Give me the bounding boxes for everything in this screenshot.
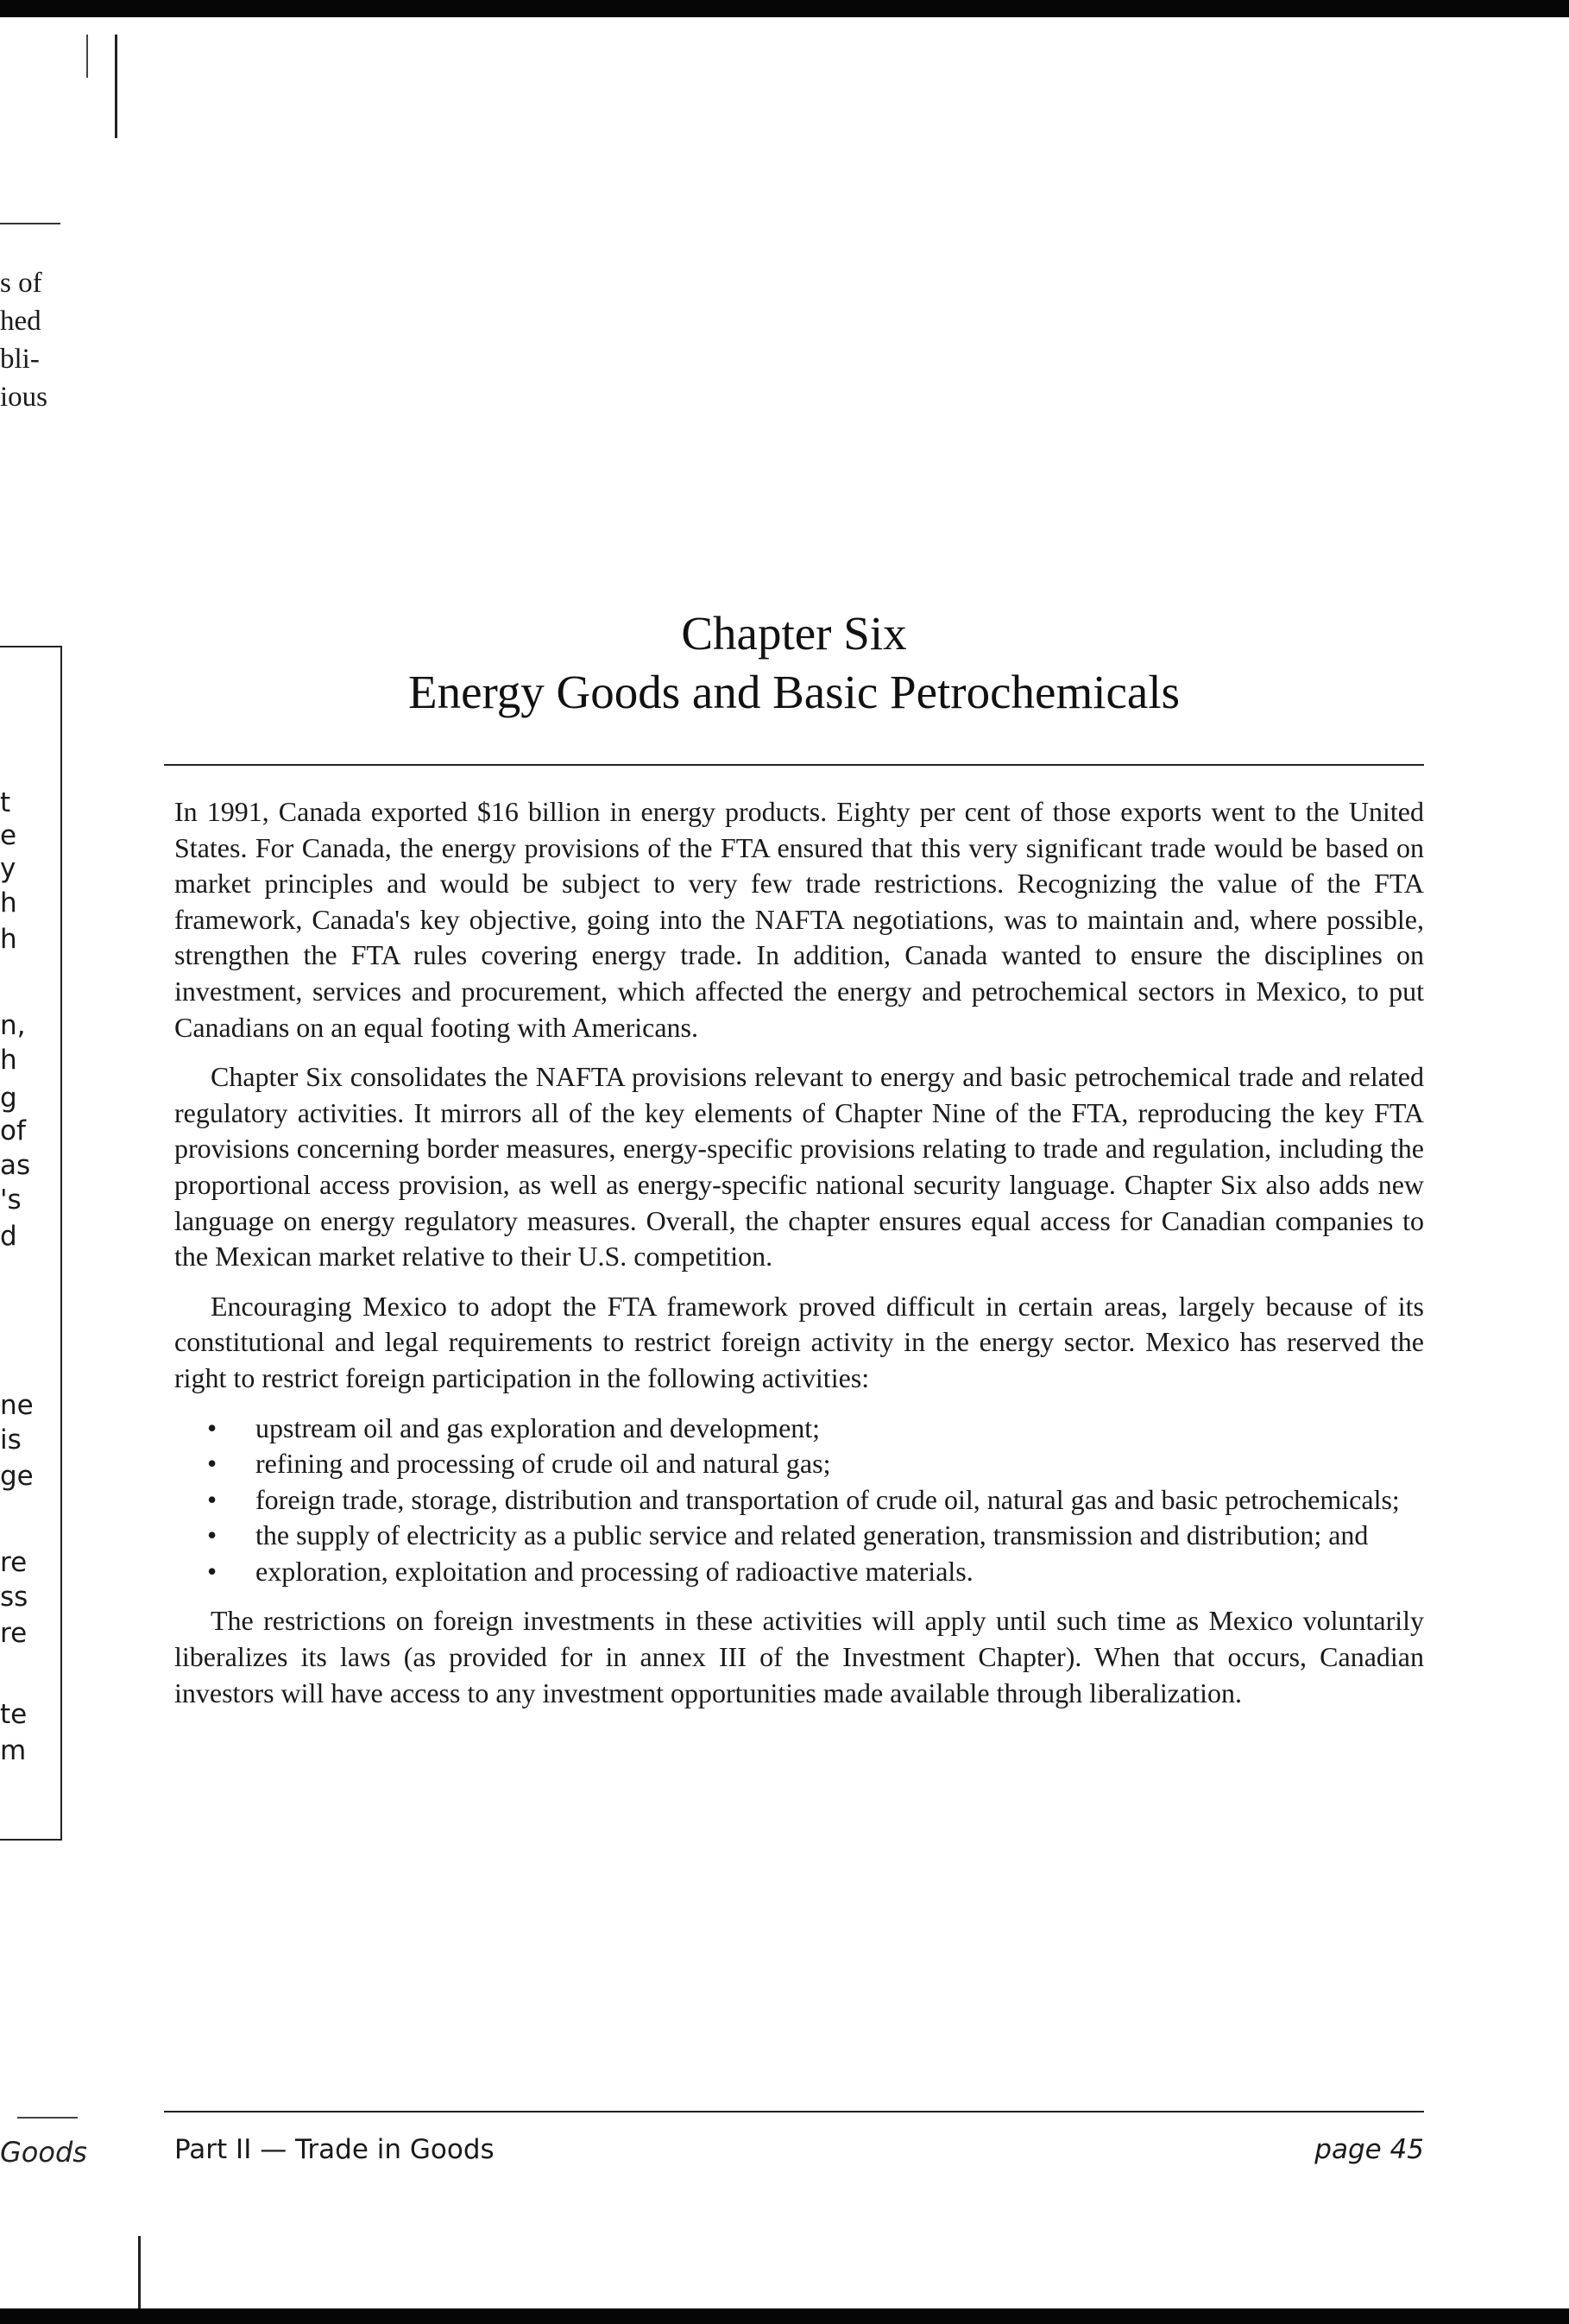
margin-fragment: hed (0, 306, 41, 337)
margin-fragment: h (0, 887, 17, 919)
list-item: • exploration, exploitation and processing of radioactive materials. (174, 1554, 1424, 1590)
margin-fragment: h (0, 1045, 17, 1076)
chapter-heading (164, 604, 1424, 722)
adjacent-page-rule (0, 223, 60, 224)
margin-fragment: ious (0, 382, 48, 413)
margin-fragment: g (0, 1083, 17, 1114)
margin-fragment: ne (0, 1390, 34, 1421)
paragraph: The restrictions on foreign investments in these activities will apply until such time as Mexico voluntarily liberalizes its laws (as provided for in annex III of the Investment Chapter). When that occurs, Canadian investors will have access to any investment opportunities made available through liberalization. (174, 1605, 1424, 1708)
margin-fragment: re (0, 1618, 28, 1649)
margin-fragment: n, (0, 1010, 26, 1041)
scan-top-border (0, 0, 1569, 17)
margin-fragment: re (0, 1547, 28, 1578)
margin-fragment: te (0, 1699, 28, 1730)
margin-fragment: as (0, 1150, 31, 1181)
paragraph: In 1991, Canada exported $16 billion in energy products. Eighty per cent of those exports went to the United States. For Canada, the energy provisions of the FTA ensured that this very significant trade would be based on market principles and would be subject to very few trade restrictions. Recognizing the value of the FTA framework, Canada's key objective, going into the NAFTA negotiations, was to maintain and, where possible, strengthen the FTA rules covering energy trade. In addition, Canada wanted to ensure the disciplines on investment, services and procurement, which affected the energy and petrochemical sectors in Mexico, to put Canadians on an equal footing with Americans. (174, 796, 1424, 1043)
margin-fragment: s of (0, 268, 42, 299)
footer-rule (164, 2111, 1424, 2112)
binding-mark (86, 35, 88, 78)
chapter-title: Energy Goods and Basic Petrochemicals (407, 666, 1181, 718)
heading-rule (164, 764, 1424, 766)
list-item: • foreign trade, storage, distribution and transportation of crude oil, natural gas and basic petrochemicals; (174, 1482, 1424, 1519)
list-item: • the supply of electricity as a public service and related generation, transmission and distribution; and (174, 1518, 1424, 1554)
list-item: • refining and processing of crude oil and natural gas; (174, 1446, 1424, 1482)
margin-fragment: e (0, 820, 17, 851)
margin-fragment: m (0, 1735, 27, 1766)
scan-bottom-border (0, 2308, 1569, 2324)
adjacent-page-rule (17, 2117, 78, 2119)
paragraph: Chapter Six consolidates the NAFTA provisions relevant to energy and basic petrochemical trade and related regulatory activities. It mirrors all of the key elements of Chapter Nine of the FTA, reproducing the key FTA provisions concerning border measures, energy-specific provisions relating to trade and regulation, including the proportional access provision, as well as energy-specific national security language. Chapter Six also adds new language on energy regulatory measures. Overall, the chapter ensures equal access for Canadian companies to the Mexican market relative to their U.S. competition. (174, 1061, 1424, 1273)
page-number: page 45 (1314, 2134, 1424, 2165)
binding-mark (138, 2236, 141, 2308)
restricted-activities-list (174, 1411, 1424, 1590)
margin-fragment: t (0, 787, 11, 818)
running-footer: Part II — Trade in Goods (174, 2134, 495, 2165)
margin-fragment: is (0, 1424, 22, 1456)
margin-fragment: bli- (0, 344, 40, 375)
chapter-body (174, 794, 1424, 1725)
margin-fragment: d (0, 1221, 17, 1252)
margin-fragment: y (0, 853, 16, 884)
margin-fragment: of (0, 1115, 26, 1146)
adjacent-page-footer: Goods (0, 2136, 87, 2169)
margin-fragment: h (0, 924, 17, 955)
margin-fragment: ge (0, 1461, 34, 1492)
list-item: • upstream oil and gas exploration and development; (174, 1411, 1424, 1447)
paragraph: Encouraging Mexico to adopt the FTA framework proved difficult in certain areas, largely because of its constitutional and legal requirements to restrict foreign activity in the energy sector. Mexico has reserved the right to restrict foreign participation in the following activities: (174, 1290, 1424, 1393)
margin-fragment: ss (0, 1582, 28, 1613)
binding-mark (115, 35, 117, 138)
margin-fragment: 's (0, 1184, 22, 1216)
chapter-number: Chapter Six (681, 607, 907, 660)
